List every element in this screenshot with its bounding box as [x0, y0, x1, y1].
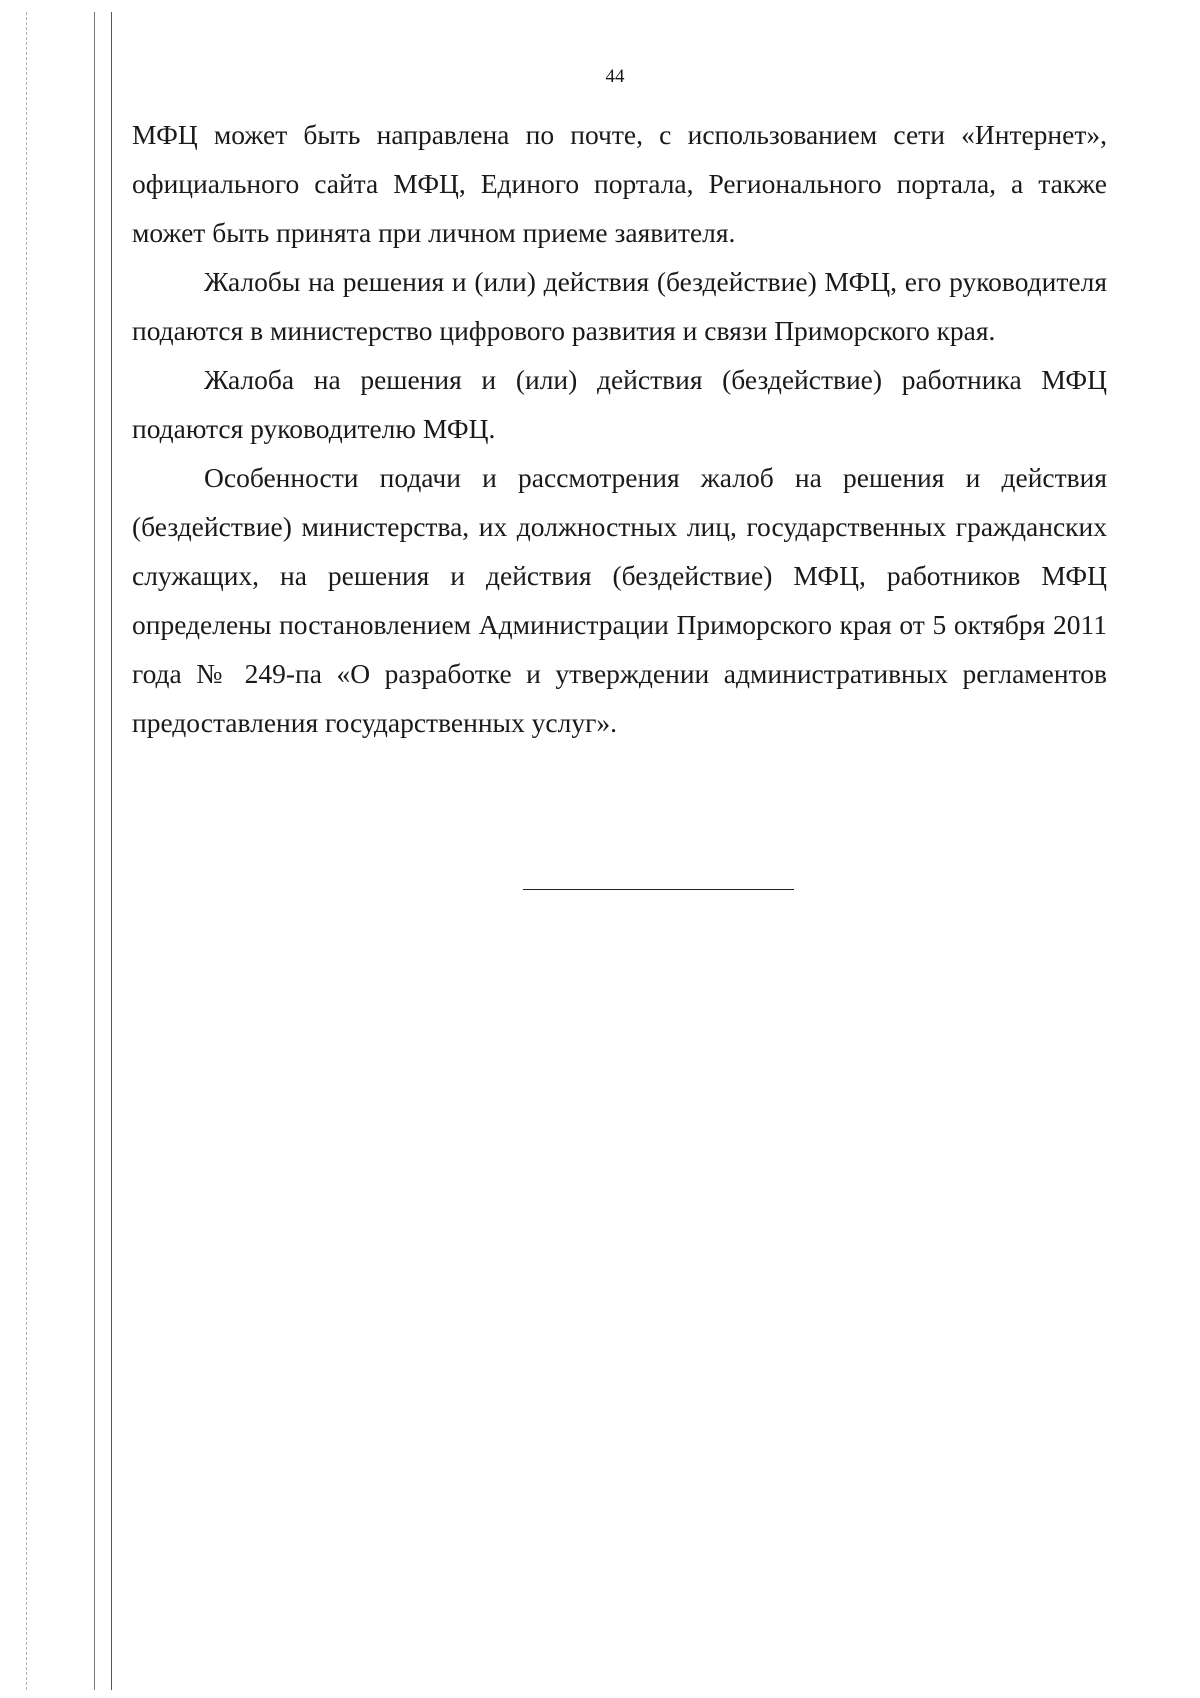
- paragraph-mfc-complaint-submission: МФЦ может быть направлена по почте, с использованием сети «Интернет», официального сайта МФЦ, Единого портала, Регионального портала, а также может быть принята при личном приеме заявителя.: [132, 119, 1107, 248]
- end-of-document-rule: [523, 889, 794, 890]
- page-number: 44: [605, 66, 625, 87]
- document-body: [132, 110, 1107, 747]
- paragraph-complaints-to-ministry: Жалобы на решения и (или) действия (бездействие) МФЦ, его руководителя подаются в министерство цифрового развития и связи Приморского края.: [132, 266, 1107, 346]
- binding-margin-line: [26, 12, 27, 1690]
- binding-margin-line: [94, 12, 95, 1690]
- paragraph-complaint-procedure-features: Особенности подачи и рассмотрения жалоб на решения и действия (бездействие) министерства, их должностных лиц, государственных гражданских служащих, на решения и действия (бездействие) МФЦ, работников МФЦ определены постановлением Администрации Приморского края от 5 октября 2011 года № 249-па «О разработке и утверждении административных регламентов предоставления государственных услуг».: [132, 462, 1107, 738]
- paragraph-complaint-to-mfc-head: Жалоба на решения и (или) действия (бездействие) работника МФЦ подаются руководителю МФЦ.: [132, 364, 1107, 444]
- binding-margin-line: [111, 12, 112, 1690]
